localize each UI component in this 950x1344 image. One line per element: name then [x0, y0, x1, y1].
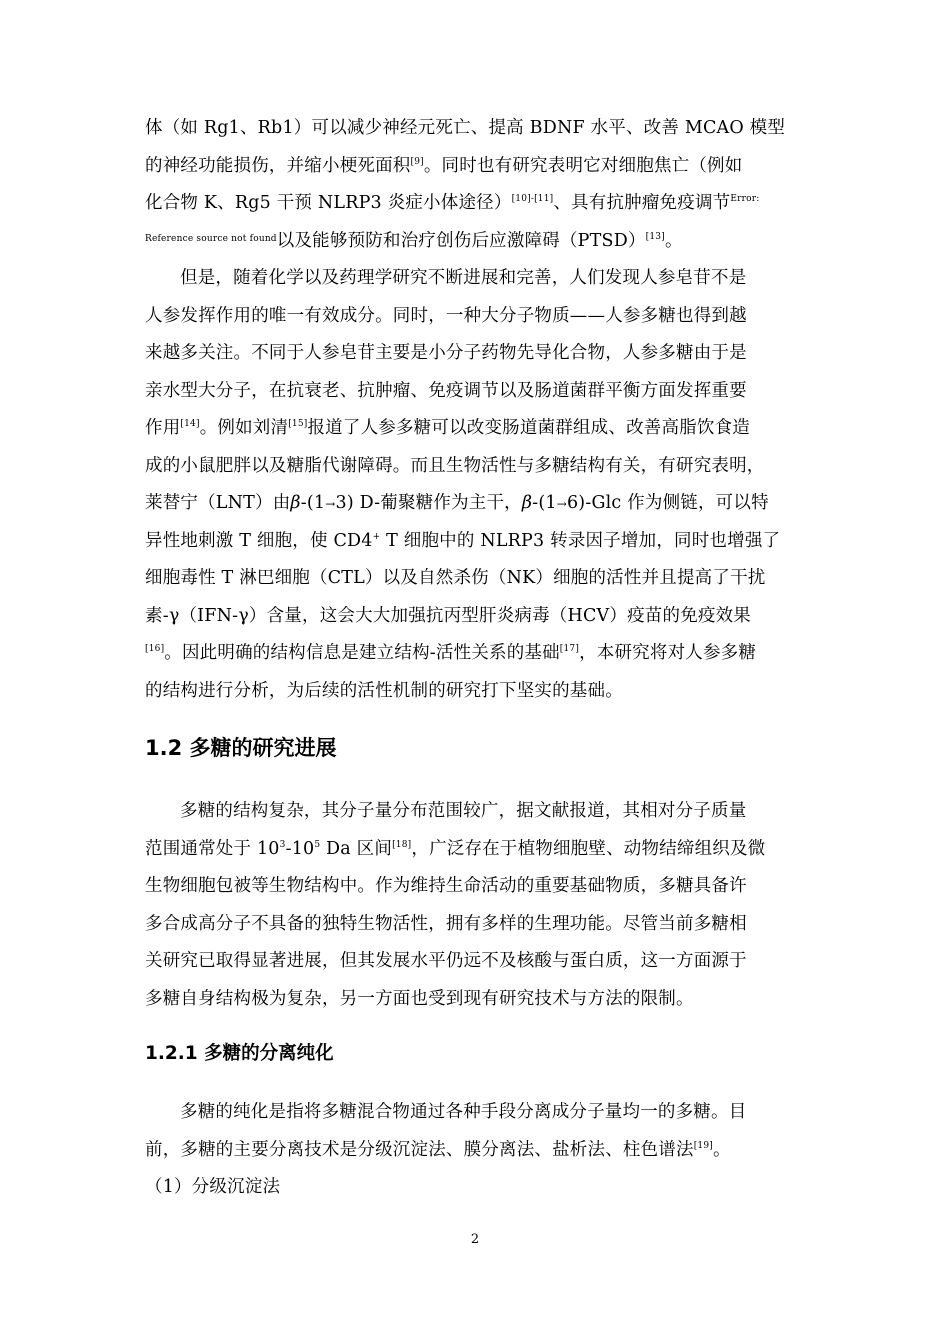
- text-line: [145, 560, 807, 598]
- text-span: 的神经功能损伤，并缩小梗死面积: [145, 155, 411, 176]
- text-line: [145, 831, 807, 869]
- text-line: [145, 906, 807, 944]
- superscript: +: [372, 531, 381, 542]
- text-line: [145, 448, 807, 486]
- text-span: 多合成高分子不具备的独特生物活性，拥有多样的生理功能。尽管当前多糖相: [145, 913, 747, 934]
- text-line: [145, 298, 807, 336]
- text-line: [145, 523, 807, 561]
- text-span: 多糖的纯化是指将多糖混合物通过各种手段分离成分子量均一的多糖。目: [180, 1102, 747, 1122]
- text-line: [145, 260, 807, 298]
- text-span: 以及能够预防和治疗创伤后应激障碍（PTSD）: [276, 230, 646, 251]
- text-span: 莱替宁（LNT）由: [145, 493, 291, 513]
- text-span: 成的小鼠肥胖以及糖脂代谢障碍。而且生物活性与多糖结构有关，有研究表明，: [145, 455, 765, 476]
- citation-ref: [9]: [410, 156, 424, 167]
- text-span: 人参发挥作用的唯一有效成分。同时，一种大分子物质——人参多糖也得到越: [145, 305, 747, 326]
- text-span: 前，多糖的主要分离技术是分级沉淀法、膜分离法、盐析法、柱色谱法: [145, 1139, 694, 1160]
- citation-ref: [10]-[11]: [511, 194, 554, 204]
- text-line: [145, 1169, 807, 1207]
- reference-error-text: Reference source not found: [145, 233, 277, 244]
- citation-ref: [16]: [145, 644, 165, 654]
- text-line: [145, 943, 807, 981]
- text-span: 生物细胞包被等生物结构中。作为维持生命活动的重要基础物质，多糖具备许: [145, 876, 747, 896]
- text-span: ，本研究将对人参多糖: [579, 643, 757, 663]
- citation-ref: [19]: [693, 1140, 713, 1151]
- text-span: 素-γ（IFN-γ）含量，这会大大加强抗丙型肝炎病毒（HCV）疫苗的免疫效果: [145, 605, 751, 626]
- text-span: -(1: [532, 493, 557, 513]
- text-span: 异性地刺激 T 细胞，使 CD4: [145, 530, 373, 551]
- list-item-label: （1）分级沉淀法: [145, 1177, 281, 1197]
- text-span: 。: [712, 1139, 731, 1160]
- text-line: [145, 335, 807, 373]
- text-span: ，广泛存在于植物细胞壁、动物结缔组织及微: [411, 838, 766, 859]
- text-line: [145, 635, 807, 673]
- text-span: 。同时也有研究表明它对细胞焦亡（例如: [423, 155, 743, 176]
- text-span: 。: [664, 230, 683, 251]
- text-span: 化合物 K、Rg5 干预 NLRP3 炎症小体途径）: [145, 193, 512, 213]
- text-span: 细胞毒性 T 淋巴细胞（CTL）以及自然杀伤（NK）细胞的活性并且提高了干扰: [145, 568, 766, 588]
- text-line: [145, 148, 807, 186]
- text-span: Da 区间: [320, 838, 393, 859]
- text-span: -(1: [300, 493, 326, 513]
- text-line: [145, 598, 807, 636]
- citation-ref: [17]: [559, 644, 580, 654]
- text-span: T 细胞中的 NLRP3 转录因子增加，同时也增强了: [380, 530, 781, 551]
- text-span: 关研究已取得显著进展，但其发展水平仍远不及核酸与蛋白质，这一方面源于: [145, 951, 747, 971]
- reference-error-text: Error:: [730, 194, 760, 204]
- text-line: [145, 1132, 807, 1170]
- text-span: 3) D-葡聚糖作为主干，: [335, 493, 522, 513]
- text-span: 、具有抗肿瘤免疫调节: [553, 193, 731, 213]
- text-span: 。例如刘清: [199, 418, 289, 438]
- text-line: [145, 373, 807, 411]
- paragraph-ginsenoside-effects: [145, 110, 807, 260]
- citation-ref: [14]: [180, 419, 200, 429]
- paragraph-ginseng-polysaccharide: [145, 260, 807, 710]
- superscript: 5: [314, 839, 321, 850]
- text-line: [145, 673, 807, 711]
- text-line: [145, 485, 807, 523]
- text-span: 。因此明确的结构信息是建立结构-活性关系的基础: [164, 643, 560, 663]
- text-line: [145, 185, 807, 223]
- text-span: 多糖的结构复杂，其分子量分布范围较广，据文献报道，其相对分子质量: [180, 801, 747, 821]
- text-span: 的结构进行分析，为后续的活性机制的研究打下坚实的基础。: [145, 680, 623, 701]
- beta-symbol: β: [521, 493, 533, 513]
- citation-ref: [13]: [645, 231, 665, 242]
- subsection-heading: 1.2.1 多糖的分离纯化: [145, 1043, 334, 1064]
- text-span: 6)-Glc 作为侧链，可以特: [566, 493, 769, 513]
- text-line: [145, 868, 807, 906]
- text-span: 范围通常处于 10: [145, 838, 280, 859]
- text-line: [145, 110, 807, 148]
- arrow-symbol: →: [556, 497, 567, 511]
- text-line: [145, 981, 807, 1019]
- citation-ref: [15]: [288, 419, 308, 429]
- paragraph-polysaccharide-purification: [145, 1094, 807, 1207]
- paragraph-polysaccharide-progress: [145, 793, 807, 1018]
- text-line: [145, 223, 807, 261]
- text-span: 来越多关注。不同于人参皂苷主要是小分子药物先导化合物，人参多糖由于是: [145, 343, 747, 363]
- citation-ref: [18]: [392, 839, 412, 850]
- superscript: 3: [279, 839, 286, 850]
- page-number: 2: [470, 1232, 480, 1247]
- beta-symbol: β: [290, 493, 301, 513]
- text-span: 作用: [145, 418, 181, 438]
- text-line: [145, 793, 807, 831]
- text-line: [145, 410, 807, 448]
- text-span: 体（如 Rg1、Rb1）可以减少神经元死亡、提高 BDNF 水平、改善 MCAO 模型: [145, 118, 786, 138]
- text-span: 报道了人参多糖可以改变肠道菌群组成、改善高脂饮食造: [307, 418, 750, 438]
- section-heading: 1.2 多糖的研究进展: [145, 736, 337, 760]
- arrow-symbol: →: [325, 497, 336, 511]
- text-span: -10: [285, 838, 315, 859]
- text-span: 亲水型大分子，在抗衰老、抗肿瘤、免疫调节以及肠道菌群平衡方面发挥重要: [145, 380, 747, 401]
- text-span: 多糖自身结构极为复杂，另一方面也受到现有研究技术与方法的限制。: [145, 988, 694, 1009]
- text-line: [145, 1094, 807, 1132]
- text-span: 但是，随着化学以及药理学研究不断进展和完善，人们发现人参皂苷不是: [180, 268, 747, 288]
